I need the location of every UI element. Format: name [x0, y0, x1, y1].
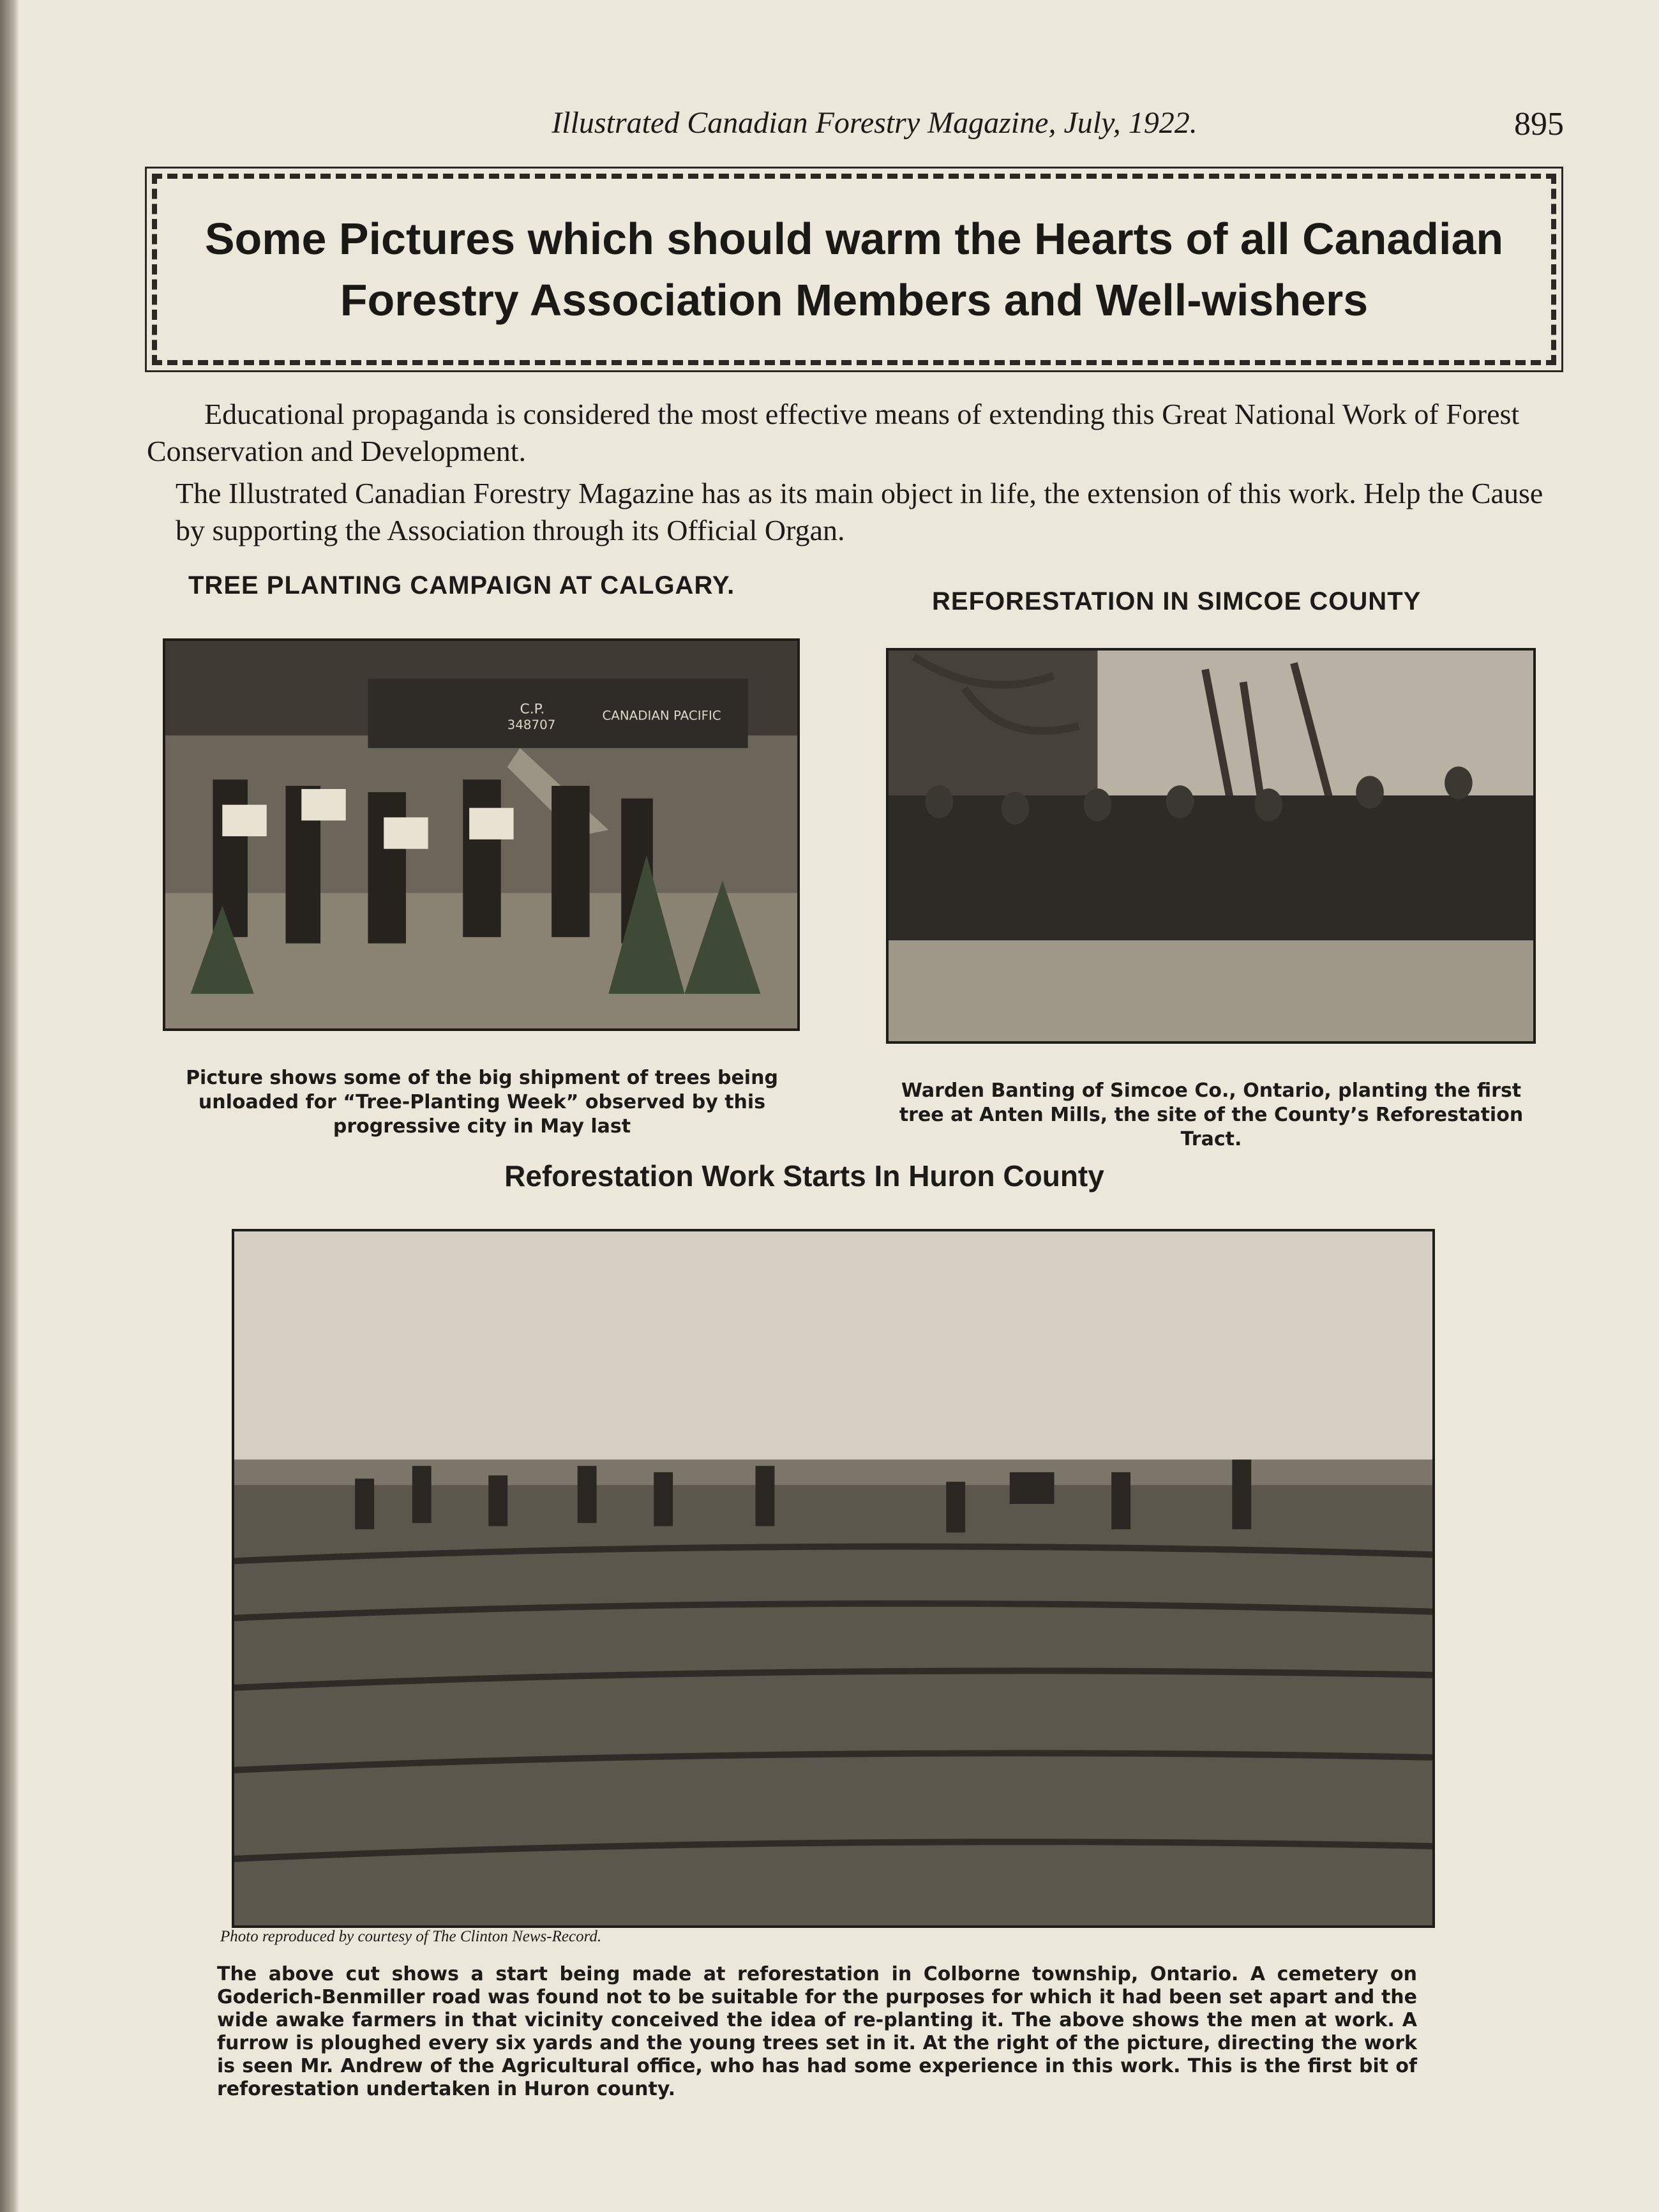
calgary-heading: TREE PLANTING CAMPAIGN AT CALGARY. [188, 571, 735, 599]
huron-body-text: The above cut shows a start being made at reforestation in Colborne township, Ontario. A cemetery on Goderich-Benmiller road was found not to be suitable for the purposes for which it had been set apart and the wide awake farmers in that vicinity conceived the idea of re-planting it. The above shows the men at work. A furrow is ploughed every six yards and the young trees set in it. At the right of the picture, directing the work is seen Mr. Andrew of the Agricultural office, who has had some experience in this work. This is the first bit of reforestation undertaken in Huron county. [217, 1963, 1417, 2100]
simcoe-caption: Warden Banting of Simcoe Co., Ontario, planting the first tree at Anten Mills, the site of the County’s Reforestation Tract. [899, 1080, 1524, 1150]
headline-line-2: Forestry Association Members and Well-wishers [340, 275, 1369, 325]
page-header [147, 105, 1564, 156]
calgary-photo [163, 638, 800, 1031]
intro-paragraph-1: Educational propaganda is considered the most effective means of extending this Great National Work of Forest Conservation and Development. [147, 398, 1520, 467]
photo-credit: Photo reproduced by courtesy of The Clinton News-Record. [220, 1928, 602, 1945]
simcoe-photo [886, 648, 1536, 1044]
boxcar-number-1: C.P. [520, 701, 545, 718]
headline-box [152, 174, 1556, 365]
intro-paragraph-2: The Illustrated Canadian Forestry Magazine has as its main object in life, the extension of this work. Help the Cause by supporting the Association through its Official Organ. [176, 477, 1543, 546]
huron-photo-image [234, 1231, 1432, 1925]
boxcar-name: CANADIAN PACIFIC [602, 708, 721, 723]
simcoe-heading: REFORESTATION IN SIMCOE COUNTY [932, 587, 1422, 615]
intro-text [147, 396, 1564, 554]
journal-title: Illustrated Canadian Forestry Magazine, July, 1922. [552, 106, 1197, 140]
simcoe-photo-image [889, 651, 1533, 1041]
page-headline [205, 208, 1503, 331]
boxcar-number-2: 348707 [507, 718, 556, 733]
huron-heading: Reforestation Work Starts In Huron County [504, 1159, 1104, 1193]
headline-line-1: Some Pictures which should warm the Hearts of all Canadian [204, 214, 1504, 264]
huron-photo [232, 1229, 1435, 1928]
calgary-photo-image [165, 641, 797, 1028]
calgary-caption: Picture shows some of the big shipment of trees being unloaded for “Tree-Planting Week” observed by this progressive city in May last [186, 1067, 778, 1138]
page-spine-shadow [0, 0, 19, 2212]
page-number: 895 [1514, 106, 1564, 142]
